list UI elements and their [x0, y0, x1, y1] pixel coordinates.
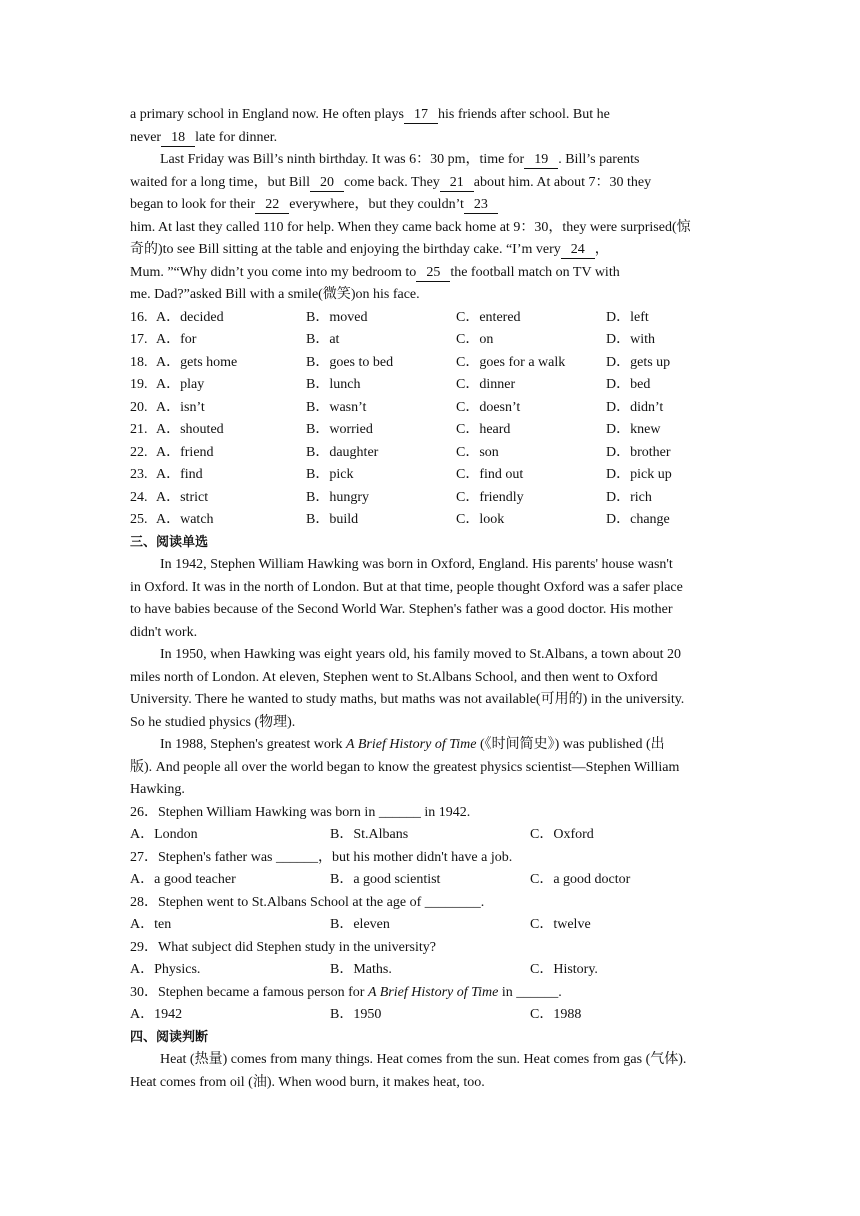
option-d: D．brother — [606, 444, 671, 460]
option-d: D．didn’t — [606, 399, 664, 415]
blank-17: 17 — [404, 107, 438, 124]
option-row — [130, 869, 736, 892]
passage-line: 版). And people all over the world began to know the greatest physics scientist—Stephen William — [130, 759, 680, 775]
option-b: B．goes to bed — [306, 354, 394, 370]
blank-23: 23 — [464, 197, 498, 214]
option-a: A．decided — [156, 309, 224, 325]
question-number: 23. — [130, 467, 148, 482]
option-c: C．History. — [530, 962, 598, 977]
option-b: B．wasn’t — [306, 399, 367, 415]
question-text: 30．Stephen became a famous person for — [130, 984, 368, 1000]
option-a: A．watch — [156, 512, 214, 527]
option-b: B．1950 — [330, 1007, 382, 1022]
option-a: A．1942 — [130, 1007, 183, 1022]
book-title: A Brief History of Time — [367, 984, 499, 1000]
option-c: C．goes for a walk — [456, 354, 566, 370]
option-a: A．gets home — [156, 354, 238, 370]
passage-text: everywhere，but they couldn’t — [289, 197, 464, 212]
passage-text: never — [130, 129, 162, 145]
option-d: D．pick up — [606, 467, 672, 482]
question-number: 16. — [130, 309, 148, 325]
option-b: B．moved — [306, 309, 368, 325]
option-b: B．hungry — [306, 489, 369, 505]
option-c: C．look — [456, 512, 505, 527]
question-number: 22. — [130, 444, 148, 460]
passage-text: the football match on TV with — [450, 264, 620, 280]
passage-line: me. Dad?”asked Bill with a smile(微笑)on his face. — [130, 287, 420, 302]
option-a: A．shouted — [156, 422, 224, 437]
passage-line — [130, 104, 736, 127]
option-c: C．Oxford — [530, 827, 594, 842]
option-row — [130, 374, 736, 397]
option-b: B．lunch — [306, 377, 361, 392]
passage-line: Heat comes from oil (油). When wood burn, it makes heat, too. — [130, 1074, 485, 1090]
option-d: D．gets up — [606, 354, 671, 370]
passage-line: Hawking. — [130, 782, 185, 797]
section-heading: 三、阅读单选 — [130, 534, 209, 550]
option-row — [130, 959, 736, 982]
blank-18: 18 — [161, 130, 195, 147]
passage-line — [130, 734, 736, 757]
question-text: in ______. — [498, 984, 562, 1000]
blank-24: 24 — [561, 242, 595, 259]
passage-line: him. At last they called 110 for help. When they came back home at 9：30，they were surprised(惊 — [130, 219, 691, 235]
option-c: C．friendly — [456, 489, 524, 505]
blank-19: 19 — [524, 152, 558, 169]
option-c: C．doesn’t — [456, 399, 521, 415]
option-a: A．find — [156, 467, 203, 482]
question-number: 18. — [130, 354, 148, 370]
passage-line — [130, 239, 736, 262]
option-a: A．Physics. — [130, 962, 201, 977]
option-d: D．with — [606, 332, 655, 347]
passage-line: in Oxford. It was in the north of London. But at that time, people thought Oxford was a safer place — [130, 579, 683, 595]
passage-line: miles north of London. At eleven, Stephen went to St.Albans School, and then went to Oxford — [130, 669, 658, 685]
cloze-options — [130, 307, 736, 532]
question-number: 25. — [130, 512, 148, 527]
option-row — [130, 824, 736, 847]
option-b: B．a good scientist — [330, 872, 441, 887]
passage-line: Heat (热量) comes from many things. Heat comes from the sun. Heat comes from gas (气体). — [160, 1052, 687, 1067]
blank-21: 21 — [440, 175, 474, 192]
document-page — [130, 104, 736, 1094]
option-b: B．eleven — [330, 917, 390, 932]
passage-text: Last Friday was Bill’s ninth birthday. It was 6：30 pm，time for — [160, 152, 525, 167]
passage-line — [130, 194, 736, 217]
option-c: C．entered — [456, 309, 521, 325]
option-row — [130, 914, 736, 937]
passage-line: In 1950, when Hawking was eight years old, his family moved to St.Albans, a town about 20 — [160, 647, 682, 662]
option-a: A．ten — [130, 917, 172, 932]
option-b: B．at — [306, 332, 340, 347]
option-d: D．change — [606, 512, 670, 527]
passage-text: began to look for their — [130, 197, 256, 212]
passage-text: his friends after school. But he — [437, 107, 610, 122]
option-row — [130, 1004, 736, 1027]
passage-line — [130, 127, 736, 150]
blank-25: 25 — [416, 265, 450, 282]
option-row — [130, 442, 736, 465]
option-c: C．1988 — [530, 1007, 582, 1022]
question-stem — [130, 982, 736, 1005]
passage-text: (《时间简史》) was published (出 — [476, 737, 665, 752]
question-number: 21. — [130, 422, 148, 437]
option-a: A．a good teacher — [130, 872, 236, 887]
option-row — [130, 329, 736, 352]
passage-line — [130, 262, 736, 285]
option-a: A．for — [156, 332, 197, 347]
option-row — [130, 307, 736, 330]
option-a: A．isn’t — [156, 399, 205, 415]
blank-20: 20 — [310, 175, 344, 192]
book-title: A Brief History of Time — [346, 737, 477, 752]
option-a: A．strict — [156, 489, 209, 505]
option-b: B．St.Albans — [330, 827, 409, 842]
passage-text: 奇的)to see Bill sitting at the table and enjoying the birthday cake. “I’m very — [130, 242, 561, 257]
option-c: C．heard — [456, 422, 511, 437]
question-number: 24. — [130, 489, 148, 505]
option-b: B．daughter — [306, 444, 379, 460]
passage-text: ， — [594, 242, 609, 257]
option-c: C．a good doctor — [530, 872, 631, 887]
option-d: D．bed — [606, 377, 651, 392]
option-b: B．pick — [306, 467, 354, 482]
option-d: D．rich — [606, 489, 652, 505]
option-b: B．build — [306, 512, 359, 527]
option-c: C．dinner — [456, 377, 516, 392]
passage-text: In 1988, Stephen's greatest work — [160, 737, 347, 752]
blank-22: 22 — [255, 197, 289, 214]
option-a: A．London — [130, 827, 198, 842]
option-row — [130, 352, 736, 375]
option-row — [130, 464, 736, 487]
option-row — [130, 397, 736, 420]
option-c: C．find out — [456, 467, 524, 482]
question-stem: 26．Stephen William Hawking was born in ______ in 1942. — [130, 804, 471, 820]
passage-line: In 1942, Stephen William Hawking was born in Oxford, England. His parents' house wasn't — [160, 557, 673, 572]
question-number: 20. — [130, 399, 148, 415]
passage-line — [130, 149, 736, 172]
option-c: C．son — [456, 444, 499, 460]
option-b: B．worried — [306, 422, 373, 437]
question-stem: 27．Stephen's father was ______，but his mother didn't have a job. — [130, 849, 513, 865]
option-d: D．left — [606, 309, 649, 325]
option-b: B．Maths. — [330, 962, 392, 977]
passage-text: . Bill’s parents — [558, 152, 640, 167]
option-a: A．play — [156, 377, 205, 392]
option-row — [130, 487, 736, 510]
passage-text: waited for a long time，but Bill — [130, 174, 311, 190]
passage-line: University. There he wanted to study maths, but maths was not available(可用的) in the university. — [130, 692, 685, 707]
passage-text: come back. They — [344, 174, 440, 190]
option-row — [130, 509, 736, 532]
section-heading: 四、阅读判断 — [130, 1029, 209, 1045]
option-c: C．twelve — [530, 917, 591, 932]
passage-text: about him. At about 7：30 they — [473, 174, 652, 190]
passage-line: didn't work. — [130, 624, 198, 640]
passage-line — [130, 172, 736, 195]
option-d: D．knew — [606, 422, 661, 437]
question-stem: 28．Stephen went to St.Albans School at the age of ________. — [130, 894, 485, 910]
passage-text: a primary school in England now. He often plays — [130, 107, 404, 122]
passage-text: Mum. ”“Why didn’t you come into my bedroom to — [130, 264, 417, 280]
question-stem: 29．What subject did Stephen study in the university? — [130, 939, 437, 955]
passage-text: late for dinner. — [195, 129, 278, 145]
option-c: C．on — [456, 332, 494, 347]
passage-line: So he studied physics (物理). — [130, 714, 296, 730]
option-row — [130, 419, 736, 442]
question-number: 17. — [130, 332, 148, 347]
question-number: 19. — [130, 377, 148, 392]
option-a: A．friend — [156, 444, 214, 460]
passage-line: to have babies because of the Second World War. Stephen's father was a good doctor. His mother — [130, 602, 673, 617]
